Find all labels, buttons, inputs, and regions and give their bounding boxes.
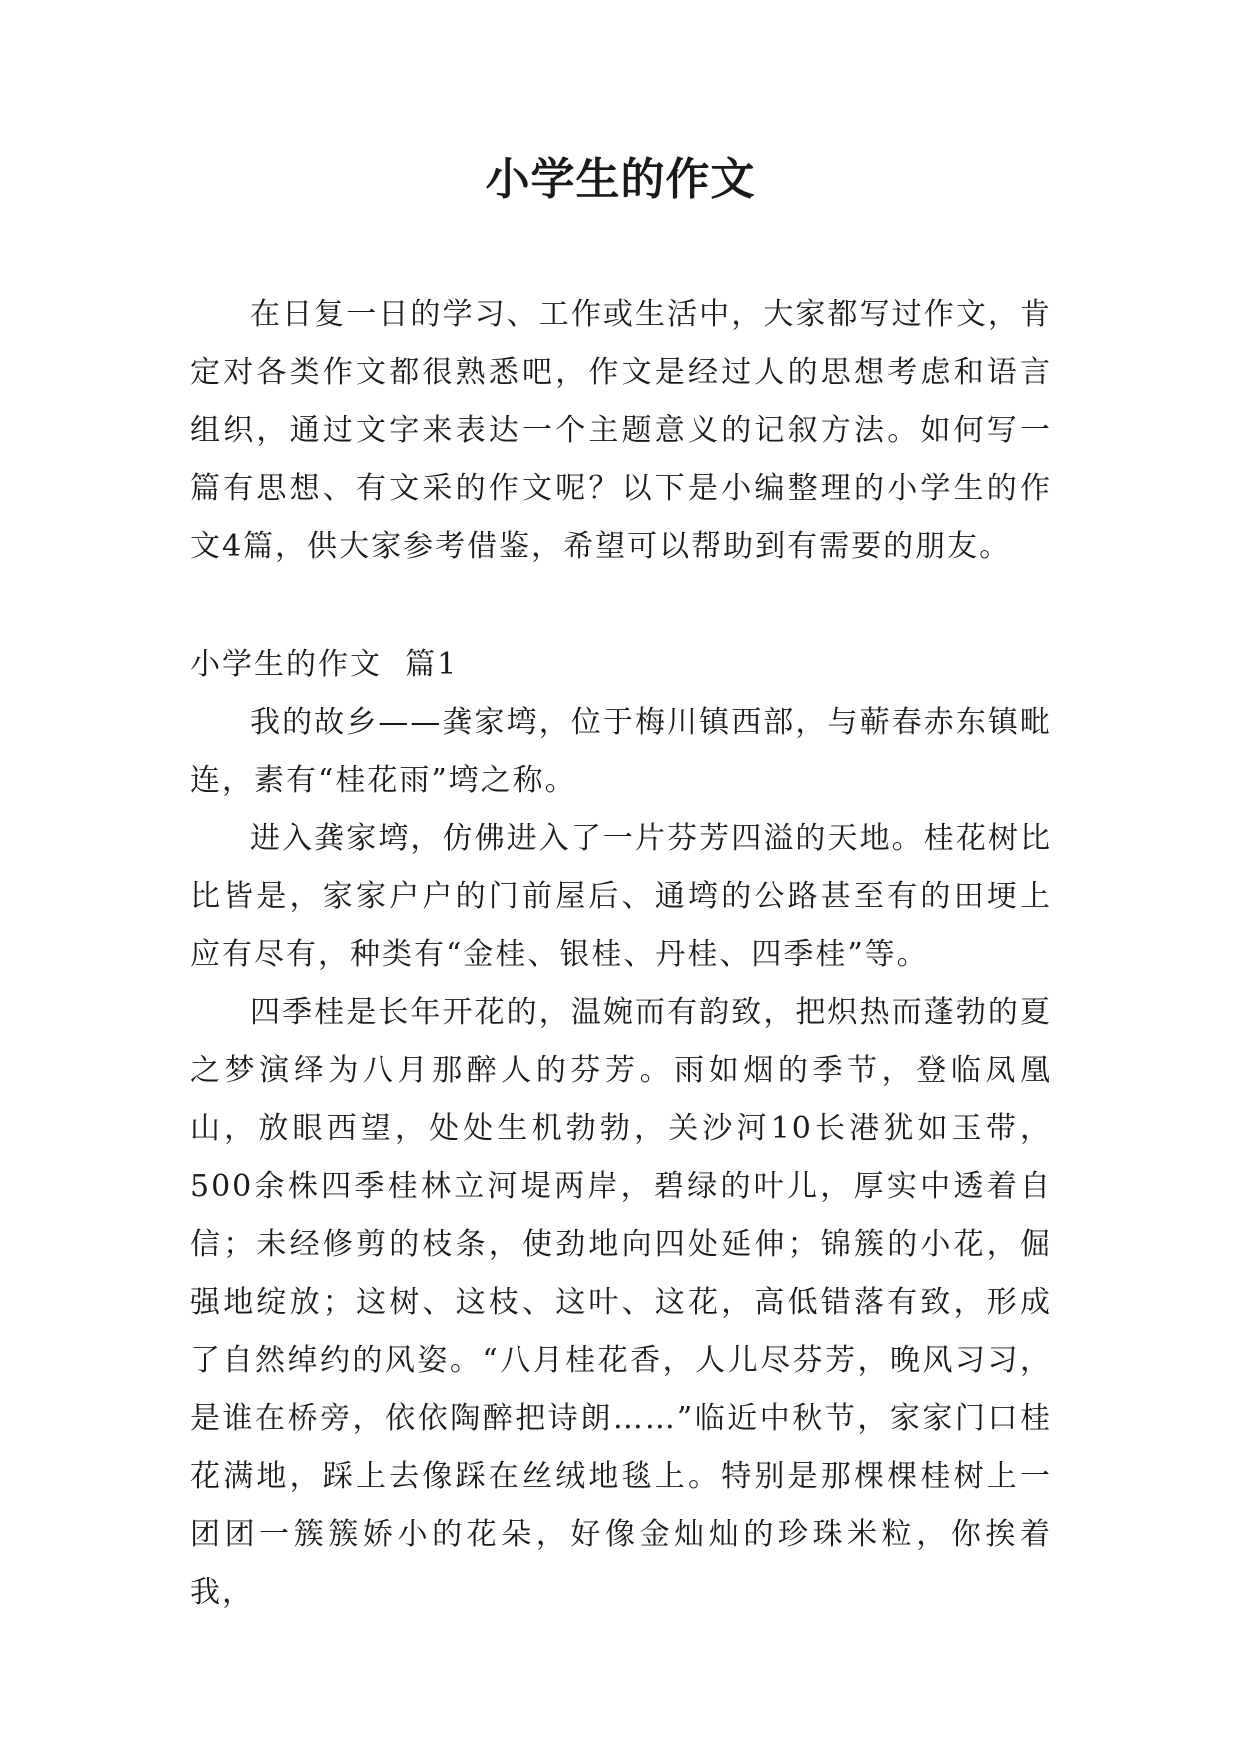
- section-heading: 小学生的作文 篇1: [190, 647, 459, 682]
- essay-section-1: [190, 636, 1052, 1622]
- intro-paragraph: 在日复一日的学习、工作或生活中，大家都写过作文，肯定对各类作文都很熟悉吧，作文是经过人的思想考虑和语言组织，通过文字来表达一个主题意义的记叙方法。如何写一篇有思想、有文采的作文呢？以下是小编整理的小学生的作文4篇，供大家参考借鉴，希望可以帮助到有需要的朋友。: [190, 297, 1052, 564]
- essay-paragraph-2: 进入龚家塆，仿佛进入了一片芬芳四溢的天地。桂花树比比皆是，家家户户的门前屋后、通塆的公路甚至有的田埂上应有尽有，种类有“金桂、银桂、丹桂、四季桂”等。: [190, 821, 1052, 972]
- essay-paragraph-1: 我的故乡——龚家塆，位于梅川镇西部，与蕲春赤东镇毗连，素有“桂花雨”塆之称。: [190, 705, 1052, 798]
- document-title: 小学生的作文: [485, 154, 756, 205]
- essay-paragraph-3: 四季桂是长年开花的，温婉而有韵致，把炽热而蓬勃的夏之梦演绎为八月那醉人的芬芳。雨如烟的季节，登临凤凰山，放眼西望，处处生机勃勃，关沙河10长港犹如玉带，500余株四季桂林立河堤两岸，碧绿的叶儿，厚实中透着自信；未经修剪的枝条，使劲地向四处延伸；锦簇的小花，倔强地绽放；这树、这枝、这叶、这花，高低错落有致，形成了自然绰约的风姿。“八月桂花香，人儿尽芬芳，晚风习习，是谁在桥旁，依依陶醉把诗朗……”临近中秋节，家家门口桂花满地，踩上去像踩在丝绒地毯上。特别是那棵棵桂树上一团团一簇簇娇小的花朵，好像金灿灿的珍珠米粒，你挨着我，: [190, 995, 1052, 1610]
